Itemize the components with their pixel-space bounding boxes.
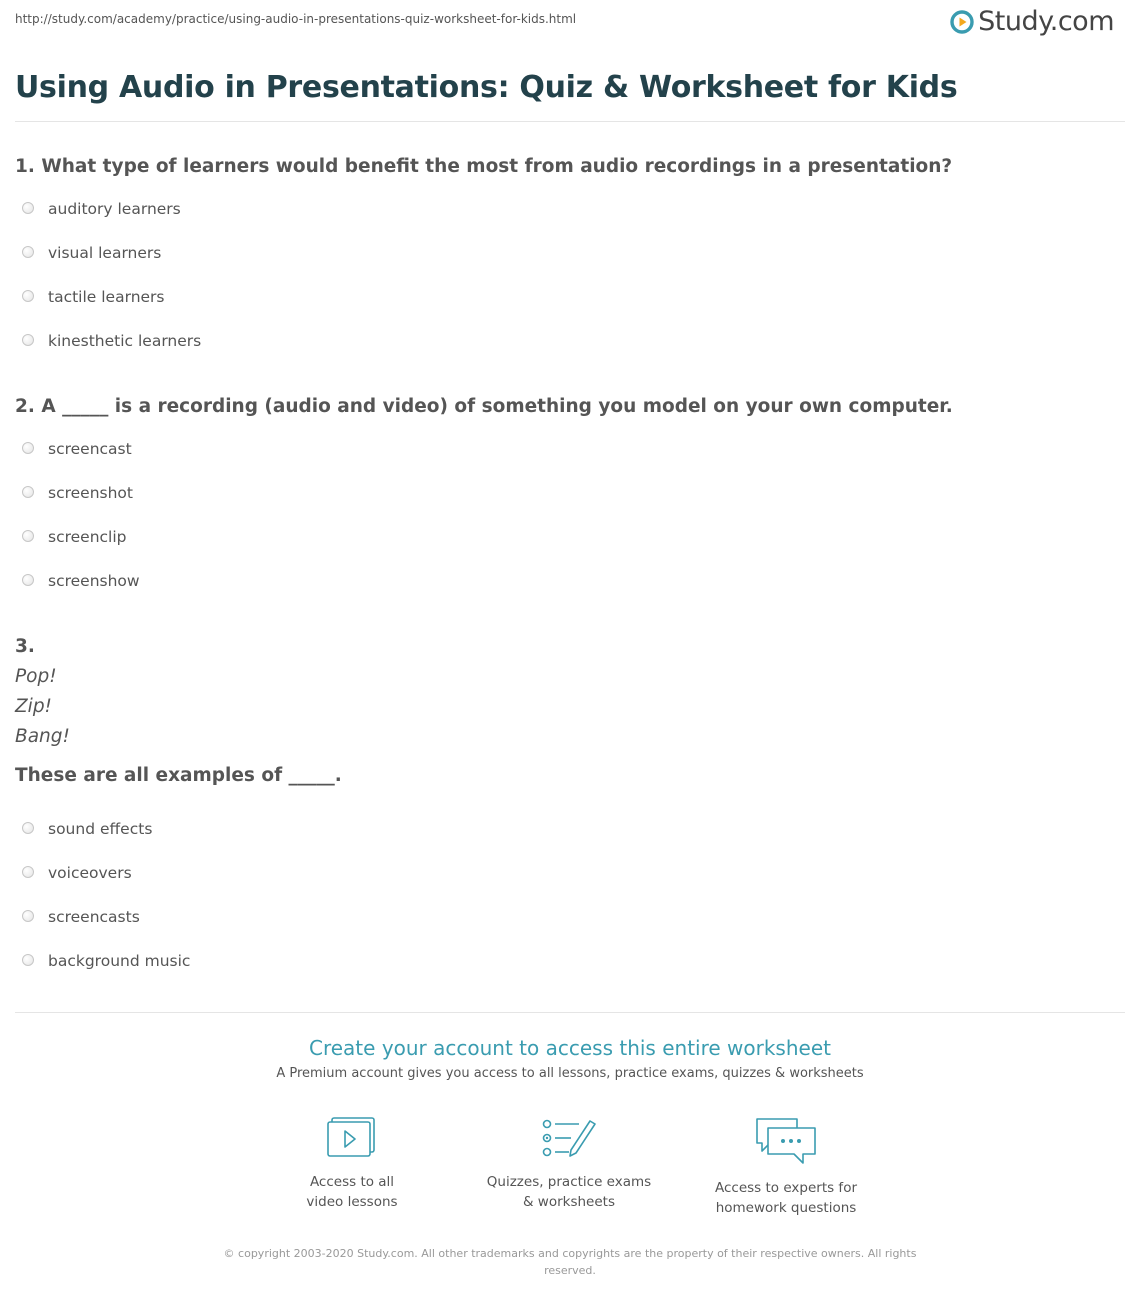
divider	[15, 121, 1125, 122]
answer-option[interactable]	[22, 440, 132, 458]
play-circle-icon	[950, 10, 974, 34]
answer-option[interactable]	[22, 572, 140, 590]
cta-subtitle: A Premium account gives you access to all lessons, practice exams, quizzes & worksheets	[276, 1066, 864, 1081]
radio-button[interactable]	[22, 486, 34, 498]
radio-button[interactable]	[22, 202, 34, 214]
chat-bubbles-icon	[754, 1116, 818, 1166]
answer-option[interactable]	[22, 484, 133, 502]
option-label: screenshow	[48, 572, 140, 590]
radio-button[interactable]	[22, 822, 34, 834]
feature-text-line: Quizzes, practice exams	[486, 1174, 652, 1190]
feature-experts	[686, 1116, 886, 1218]
cta-title-link[interactable]: Create your account to access this entire worksheet	[309, 1036, 831, 1060]
question-1: 1. What type of learners would benefit the most from audio recordings in a presentation?	[15, 156, 953, 177]
radio-button[interactable]	[22, 574, 34, 586]
question-3-line: Bang!	[15, 726, 70, 747]
feature-text-line: & worksheets	[522, 1194, 615, 1210]
option-label: tactile learners	[48, 288, 165, 306]
radio-button[interactable]	[22, 442, 34, 454]
radio-button[interactable]	[22, 866, 34, 878]
study-logo[interactable]	[950, 6, 1114, 37]
quiz-checklist-icon	[541, 1116, 597, 1160]
answer-option[interactable]	[22, 244, 161, 262]
radio-button[interactable]	[22, 910, 34, 922]
answer-option[interactable]	[22, 528, 127, 546]
radio-button[interactable]	[22, 954, 34, 966]
option-label: kinesthetic learners	[48, 332, 202, 350]
copyright-line: reserved.	[544, 1264, 596, 1277]
answer-option[interactable]	[22, 200, 181, 218]
answer-option[interactable]	[22, 952, 190, 970]
option-label: background music	[48, 952, 191, 970]
feature-text-line: video lessons	[306, 1194, 398, 1210]
radio-button[interactable]	[22, 334, 34, 346]
answer-option[interactable]	[22, 332, 201, 350]
logo-text: Study.com	[978, 6, 1114, 37]
option-label: auditory learners	[48, 200, 181, 218]
video-lessons-icon	[326, 1116, 378, 1160]
copyright-line: © copyright 2003-2020 Study.com. All other trademarks and copyrights are the property of their respective owners. All rights	[223, 1247, 917, 1260]
page-title: Using Audio in Presentations: Quiz & Worksheet for Kids	[15, 70, 958, 105]
question-3-line: Zip!	[15, 696, 52, 717]
feature-text-line: homework questions	[715, 1200, 857, 1216]
feature-text-line: Access to all	[309, 1174, 395, 1190]
divider	[15, 1012, 1125, 1013]
feature-quizzes	[469, 1116, 669, 1212]
radio-button[interactable]	[22, 246, 34, 258]
question-3-line: Pop!	[15, 666, 57, 687]
option-label: screenclip	[48, 528, 127, 546]
option-label: screencast	[48, 440, 132, 458]
question-3-number: 3.	[15, 636, 35, 657]
page-url: http://study.com/academy/practice/using-audio-in-presentations-quiz-worksheet-for-kids.html	[15, 12, 577, 26]
option-label: screenshot	[48, 484, 133, 502]
option-label: sound effects	[48, 820, 153, 838]
radio-button[interactable]	[22, 530, 34, 542]
answer-option[interactable]	[22, 288, 165, 306]
copyright	[210, 1245, 930, 1279]
answer-option[interactable]	[22, 908, 140, 926]
feature-text-line: Access to experts for	[714, 1180, 857, 1196]
option-label: screencasts	[48, 908, 140, 926]
radio-button[interactable]	[22, 290, 34, 302]
answer-option[interactable]	[22, 820, 152, 838]
answer-option[interactable]	[22, 864, 132, 882]
option-label: voiceovers	[48, 864, 132, 882]
option-label: visual learners	[48, 244, 162, 262]
question-3: These are all examples of _____.	[15, 765, 342, 786]
feature-video-lessons	[252, 1116, 452, 1212]
question-2: 2. A _____ is a recording (audio and video) of something you model on your own computer.	[15, 396, 953, 417]
